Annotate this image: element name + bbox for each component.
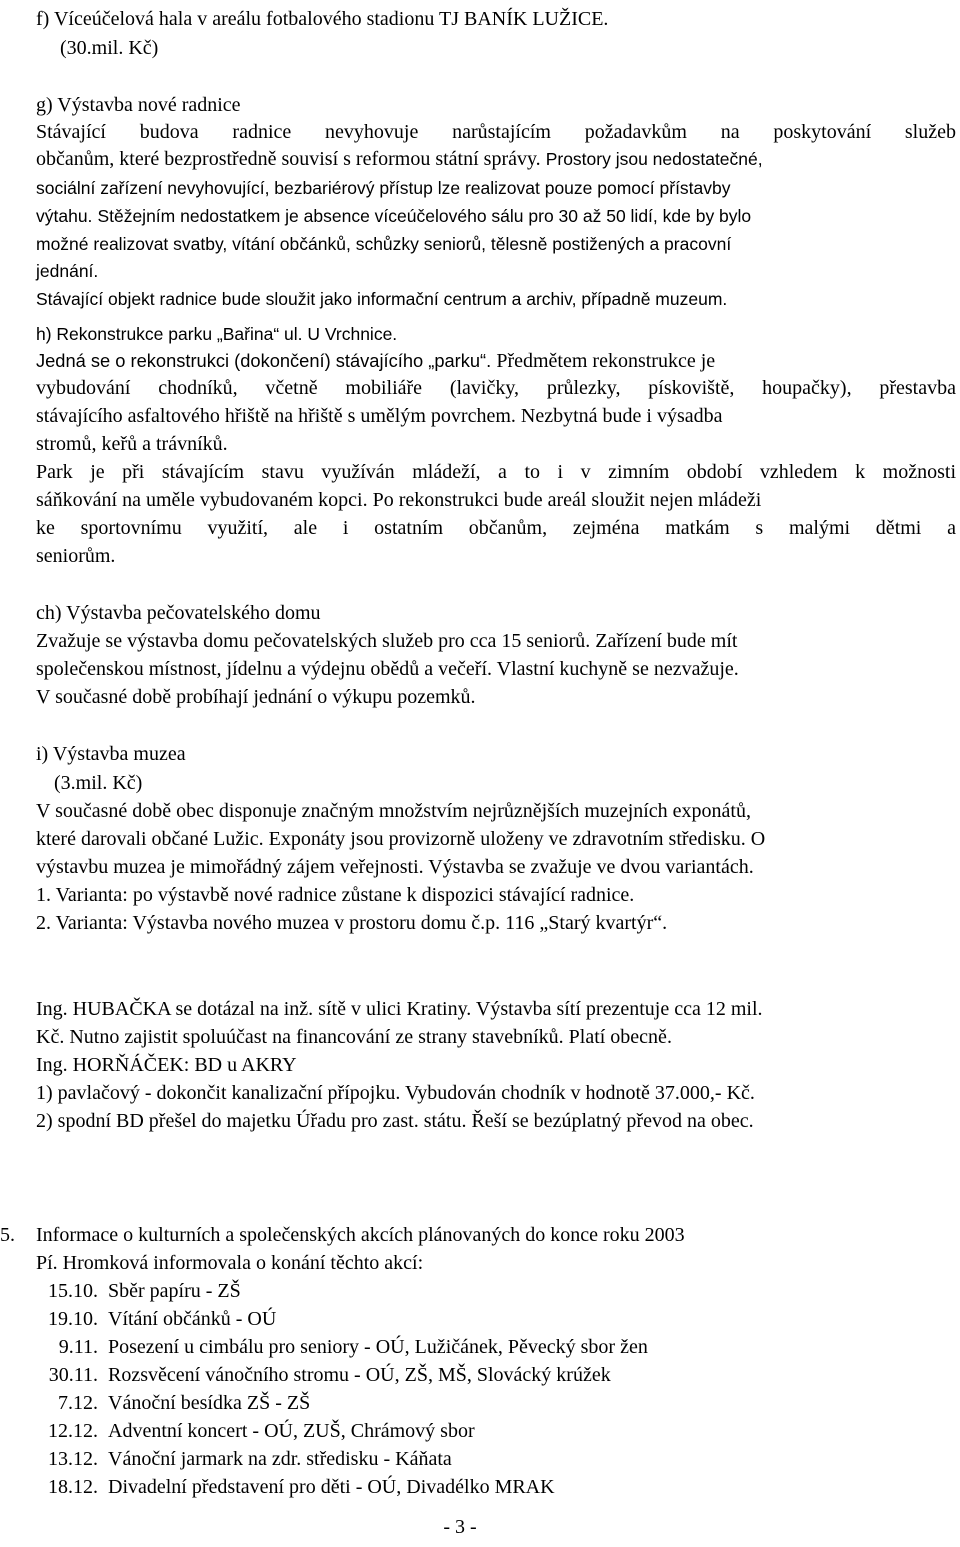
event-date: 13.12.: [48, 1448, 98, 1470]
section-h-line: Park je při stávajícím stavu využíván mládeží, a to i v zimním období vzhledem k možnosti: [36, 461, 956, 483]
section-h-text: sáňkování na uměle vybudovaném kopci.: [36, 489, 368, 511]
section-h-text: Předmětem rekonstrukce je: [496, 350, 716, 372]
event-date: 15.10.: [48, 1280, 98, 1302]
section-g-text: výtahu.: [36, 206, 93, 226]
section-ch-line: Zvažuje se výstavba domu pečovatelských služeb pro cca 15 seniorů. Zařízení bude mít: [36, 630, 738, 652]
section-h-line: [36, 348, 715, 374]
section-g-line: Stávající budova radnice nevyhovuje narůstajícím požadavkům na poskytování služeb: [36, 121, 956, 143]
section-i-line: 2. Varianta: Výstavba nového muzea v prostoru domu č.p. 116 „Starý kvartýr“.: [36, 912, 668, 934]
event-text: Vánoční besídka ZŠ - ZŠ: [108, 1392, 311, 1414]
section-g-heading: g) Výstavba nové radnice: [36, 94, 241, 116]
section-h-line: seniorům.: [36, 545, 116, 567]
event-text: Posezení u cimbálu pro seniory - OÚ, Lužičánek, Pěvecký sbor žen: [108, 1336, 648, 1358]
section-g-line-mixed: [36, 146, 763, 172]
section-i-heading: i) Výstavba muzea: [36, 743, 186, 765]
event-text: Vánoční jarmark na zdr. středisku - Káňata: [108, 1448, 452, 1470]
section-ch-line: společenskou místnost, jídelnu a výdejnu obědů a večeří. Vlastní kuchyně se nezvažuje.: [36, 658, 739, 680]
section-i-cost: (3.mil. Kč): [54, 772, 143, 794]
section-g-text: Stěžejním nedostatkem je absence víceúčelového sálu pro 30 až 50 lidí, kde by bylo: [97, 206, 752, 226]
discussion-line: 2) spodní BD přešel do majetku Úřadu pro zast. státu. Řeší se bezúplatný převod na obec.: [36, 1110, 754, 1132]
page-number: - 3 -: [443, 1516, 477, 1538]
discussion-line: Kč. Nutno zajistit spoluúčast na financování ze strany stavebníků. Platí obecně.: [36, 1026, 672, 1048]
discussion-line: Ing. HUBAČKA se dotázal na inž. sítě v ulici Kratiny. Výstavba sítí prezentuje cca 12 mil.: [36, 998, 763, 1020]
section-g-text: občanům, které bezprostředně souvisí s reformou státní správy.: [36, 148, 541, 170]
section-f-line: f) Víceúčelová hala v areálu fotbalového stadionu TJ BANÍK LUŽICE.: [36, 8, 609, 30]
discussion-line: Ing. HORŇÁČEK: BD u AKRY: [36, 1054, 297, 1076]
section-i-line: V současné době obec disponuje značným množstvím nejrůznějších muzejních exponátů,: [36, 800, 751, 822]
section-h-heading: h) Rekonstrukce parku „Bařina“ ul. U Vrchnice.: [36, 324, 398, 344]
section-h-line: stromů, keřů a trávníků.: [36, 433, 228, 455]
event-text: Adventní koncert - OÚ, ZUŠ, Chrámový sbor: [108, 1420, 475, 1442]
section-h-line: [36, 487, 761, 513]
section-g-line: Stávající objekt radnice bude sloužit jako informační centrum a archiv, případně muzeum.: [36, 289, 728, 309]
section-i-line: které darovali občané Lužic. Exponáty jsou provizorně uloženy ve zdravotním středisku. O: [36, 828, 766, 850]
section-g-line: možné realizovat svatby, vítání občánků, schůzky seniorů, tělesně postižených a pracovní: [36, 234, 732, 254]
section-i-line: 1. Varianta: po výstavbě nové radnice zůstane k dispozici stávající radnice.: [36, 884, 635, 906]
section-ch-line: V současné době probíhají jednání o výkupu pozemků.: [36, 686, 476, 708]
event-date: 30.11.: [48, 1364, 98, 1386]
event-text: Rozsvěcení vánočního stromu - OÚ, ZŠ, MŠ, Slovácký krúžek: [108, 1364, 611, 1386]
section-ch-heading: ch) Výstavba pečovatelského domu: [36, 602, 321, 624]
section-h-line: [36, 403, 722, 429]
event-date: 9.11.: [58, 1336, 98, 1358]
item-number: 5.: [0, 1224, 15, 1246]
item-title: Informace o kulturních a společenských akcích plánovaných do konce roku 2003: [36, 1224, 685, 1246]
section-h-line: vybudování chodníků, včetně mobiliáře (lavičky, průlezky, pískoviště, houpačky), přestavba: [36, 377, 956, 399]
section-h-text: Jedná se o rekonstrukci (dokončení) stávajícího „parku“.: [36, 350, 492, 371]
section-g-line-mixed: [36, 203, 751, 229]
item-intro: Pí. Hromková informovala o konání těchto akcí:: [36, 1252, 424, 1274]
event-date: 19.10.: [48, 1308, 98, 1330]
section-i-line: výstavbu muzea je mimořádný zájem veřejnosti. Výstavba se zvažuje ve dvou variantách.: [36, 856, 754, 878]
event-date: 7.12.: [58, 1392, 98, 1414]
section-h-text: Po rekonstrukci bude areál sloužit nejen mládeži: [372, 489, 762, 511]
section-g-line: jednání.: [36, 261, 99, 281]
section-h-line: ke sportovnímu využití, ale i ostatním občanům, zejména matkám s malými dětmi a: [36, 517, 956, 539]
event-text: Divadelní představení pro děti - OÚ, Divadélko MRAK: [108, 1476, 555, 1498]
section-g-text: Prostory jsou nedostatečné,: [545, 149, 763, 169]
event-date: 18.12.: [48, 1476, 98, 1498]
event-text: Sběr papíru - ZŠ: [108, 1280, 241, 1302]
discussion-line: 1) pavlačový - dokončit kanalizační přípojku. Vybudován chodník v hodnotě 37.000,- Kč.: [36, 1082, 755, 1104]
event-text: Vítání občánků - OÚ: [108, 1308, 277, 1330]
section-g-line: sociální zařízení nevyhovující, bezbariérový přístup lze realizovat pouze pomocí přístavby: [36, 178, 731, 198]
section-f-cost: (30.mil. Kč): [60, 37, 159, 59]
event-date: 12.12.: [48, 1420, 98, 1442]
section-h-text: stávajícího asfaltového hřiště na hřiště s umělým povrchem.: [36, 405, 516, 427]
section-h-text: Nezbytná bude i výsadba: [520, 405, 723, 427]
